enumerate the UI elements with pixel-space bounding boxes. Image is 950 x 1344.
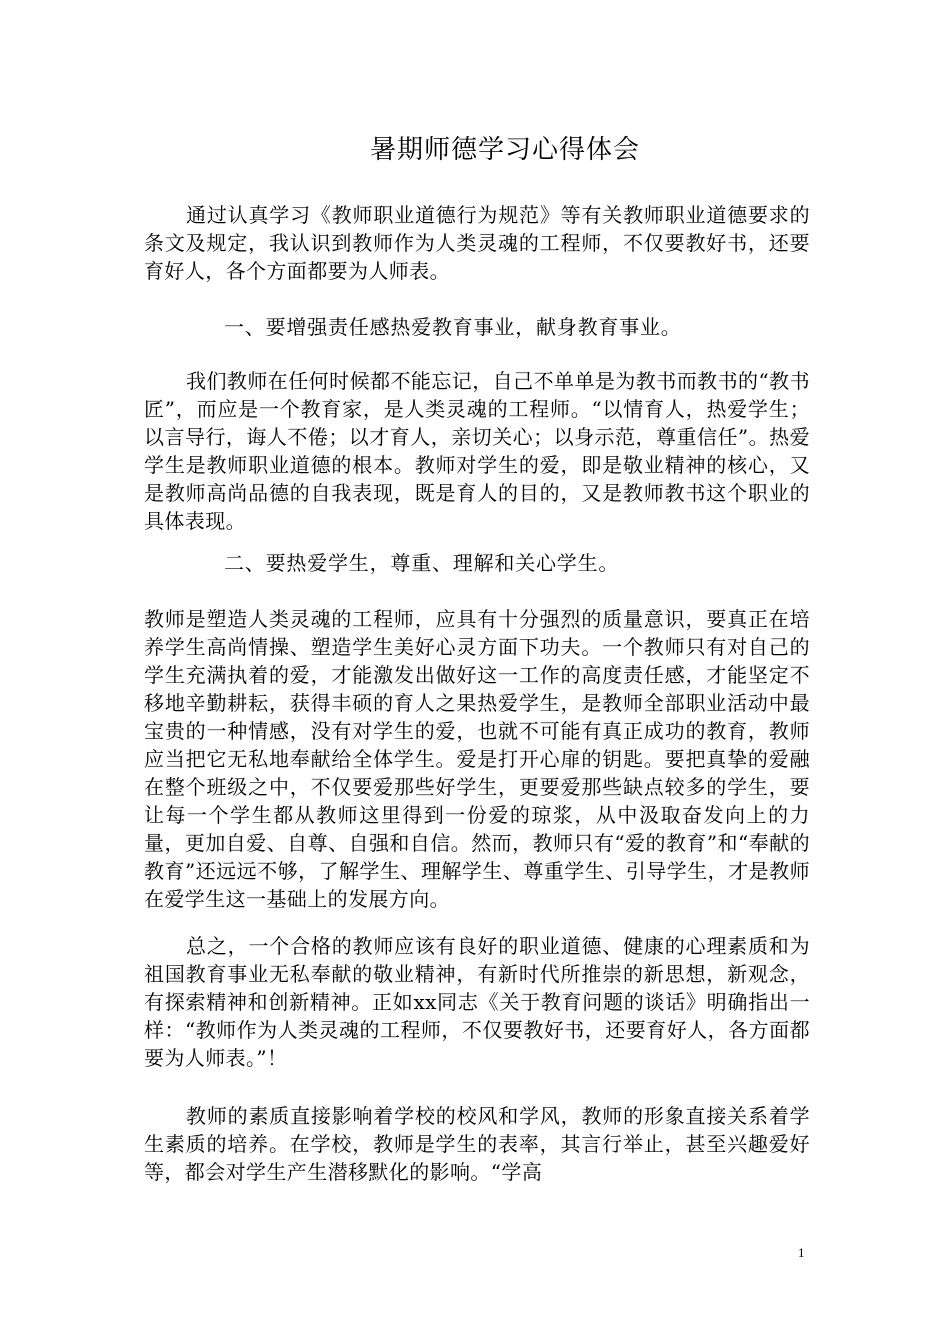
document-title: 暑期师德学习心得体会 bbox=[369, 135, 640, 165]
section-heading-1: 一、要增强责任感热爱教育事业，献身教育事业。 bbox=[224, 315, 682, 339]
section-heading-2: 二、要热爱学生，尊重、理解和关心学生。 bbox=[224, 551, 620, 575]
paragraph-4: 教师的素质直接影响着学校的校风和学风，教师的形象直接关系着学生素质的培养。在学校，教师是学生的表率，其言行举止，甚至兴趣爱好等，都会对学生产生潜移默化的影响。“学高 bbox=[144, 1104, 810, 1184]
paragraph-1: 我们教师在任何时候都不能忘记，自己不单单是为教书而教书的“教书匠”，而应是一个教育家，是人类灵魂的工程师。“以情育人，热爱学生；以言导行，诲人不倦；以才育人，亲切关心；以身示范，尊重信任”。热爱学生是教师职业道德的根本。教师对学生的爱，即是敬业精神的核心，又是教师高尚品德的自我表现，既是育人的目的，又是教师教书这个职业的具体表现。 bbox=[144, 369, 810, 533]
page-number: 1 bbox=[798, 1245, 805, 1260]
paragraph-3: 总之，一个合格的教师应该有良好的职业道德、健康的心理素质和为祖国教育事业无私奉献的敬业精神，有新时代所推崇的新思想，新观念，有探索精神和创新精神。正如xx同志《关于教育问题的谈话》明确指出一样：“教师作为人类灵魂的工程师，不仅要教好书，还要育好人，各方面都要为人师表。”！ bbox=[144, 934, 810, 1070]
intro-paragraph: 通过认真学习《教师职业道德行为规范》等有关教师职业道德要求的条文及规定，我认识到教师作为人类灵魂的工程师，不仅要教好书，还要育好人，各个方面都要为人师表。 bbox=[144, 203, 810, 283]
paragraph-2: 教师是塑造人类灵魂的工程师，应具有十分强烈的质量意识，要真正在培养学生高尚情操、塑造学生美好心灵方面下功夫。一个教师只有对自己的学生充满执着的爱，才能激发出做好这一工作的高度责任感，才能坚定不移地辛勤耕耘，获得丰硕的育人之果热爱学生，是教师全部职业活动中最宝贵的一种情感，没有对学生的爱，也就不可能有真正成功的教育，教师应当把它无私地奉献给全体学生。爱是打开心扉的钥匙。要把真挚的爱融在整个班级之中，不仅要爱那些好学生，更要爱那些缺点较多的学生，要让每一个学生都从教师这里得到一份爱的琼浆，从中汲取奋发向上的力量，更加自爱、自尊、自强和自信。然而，教师只有“爱的教育”和“奉献的教育”还远远不够，了解学生、理解学生、尊重学生、引导学生，才是教师在爱学生这一基础上的发展方向。 bbox=[144, 607, 810, 911]
